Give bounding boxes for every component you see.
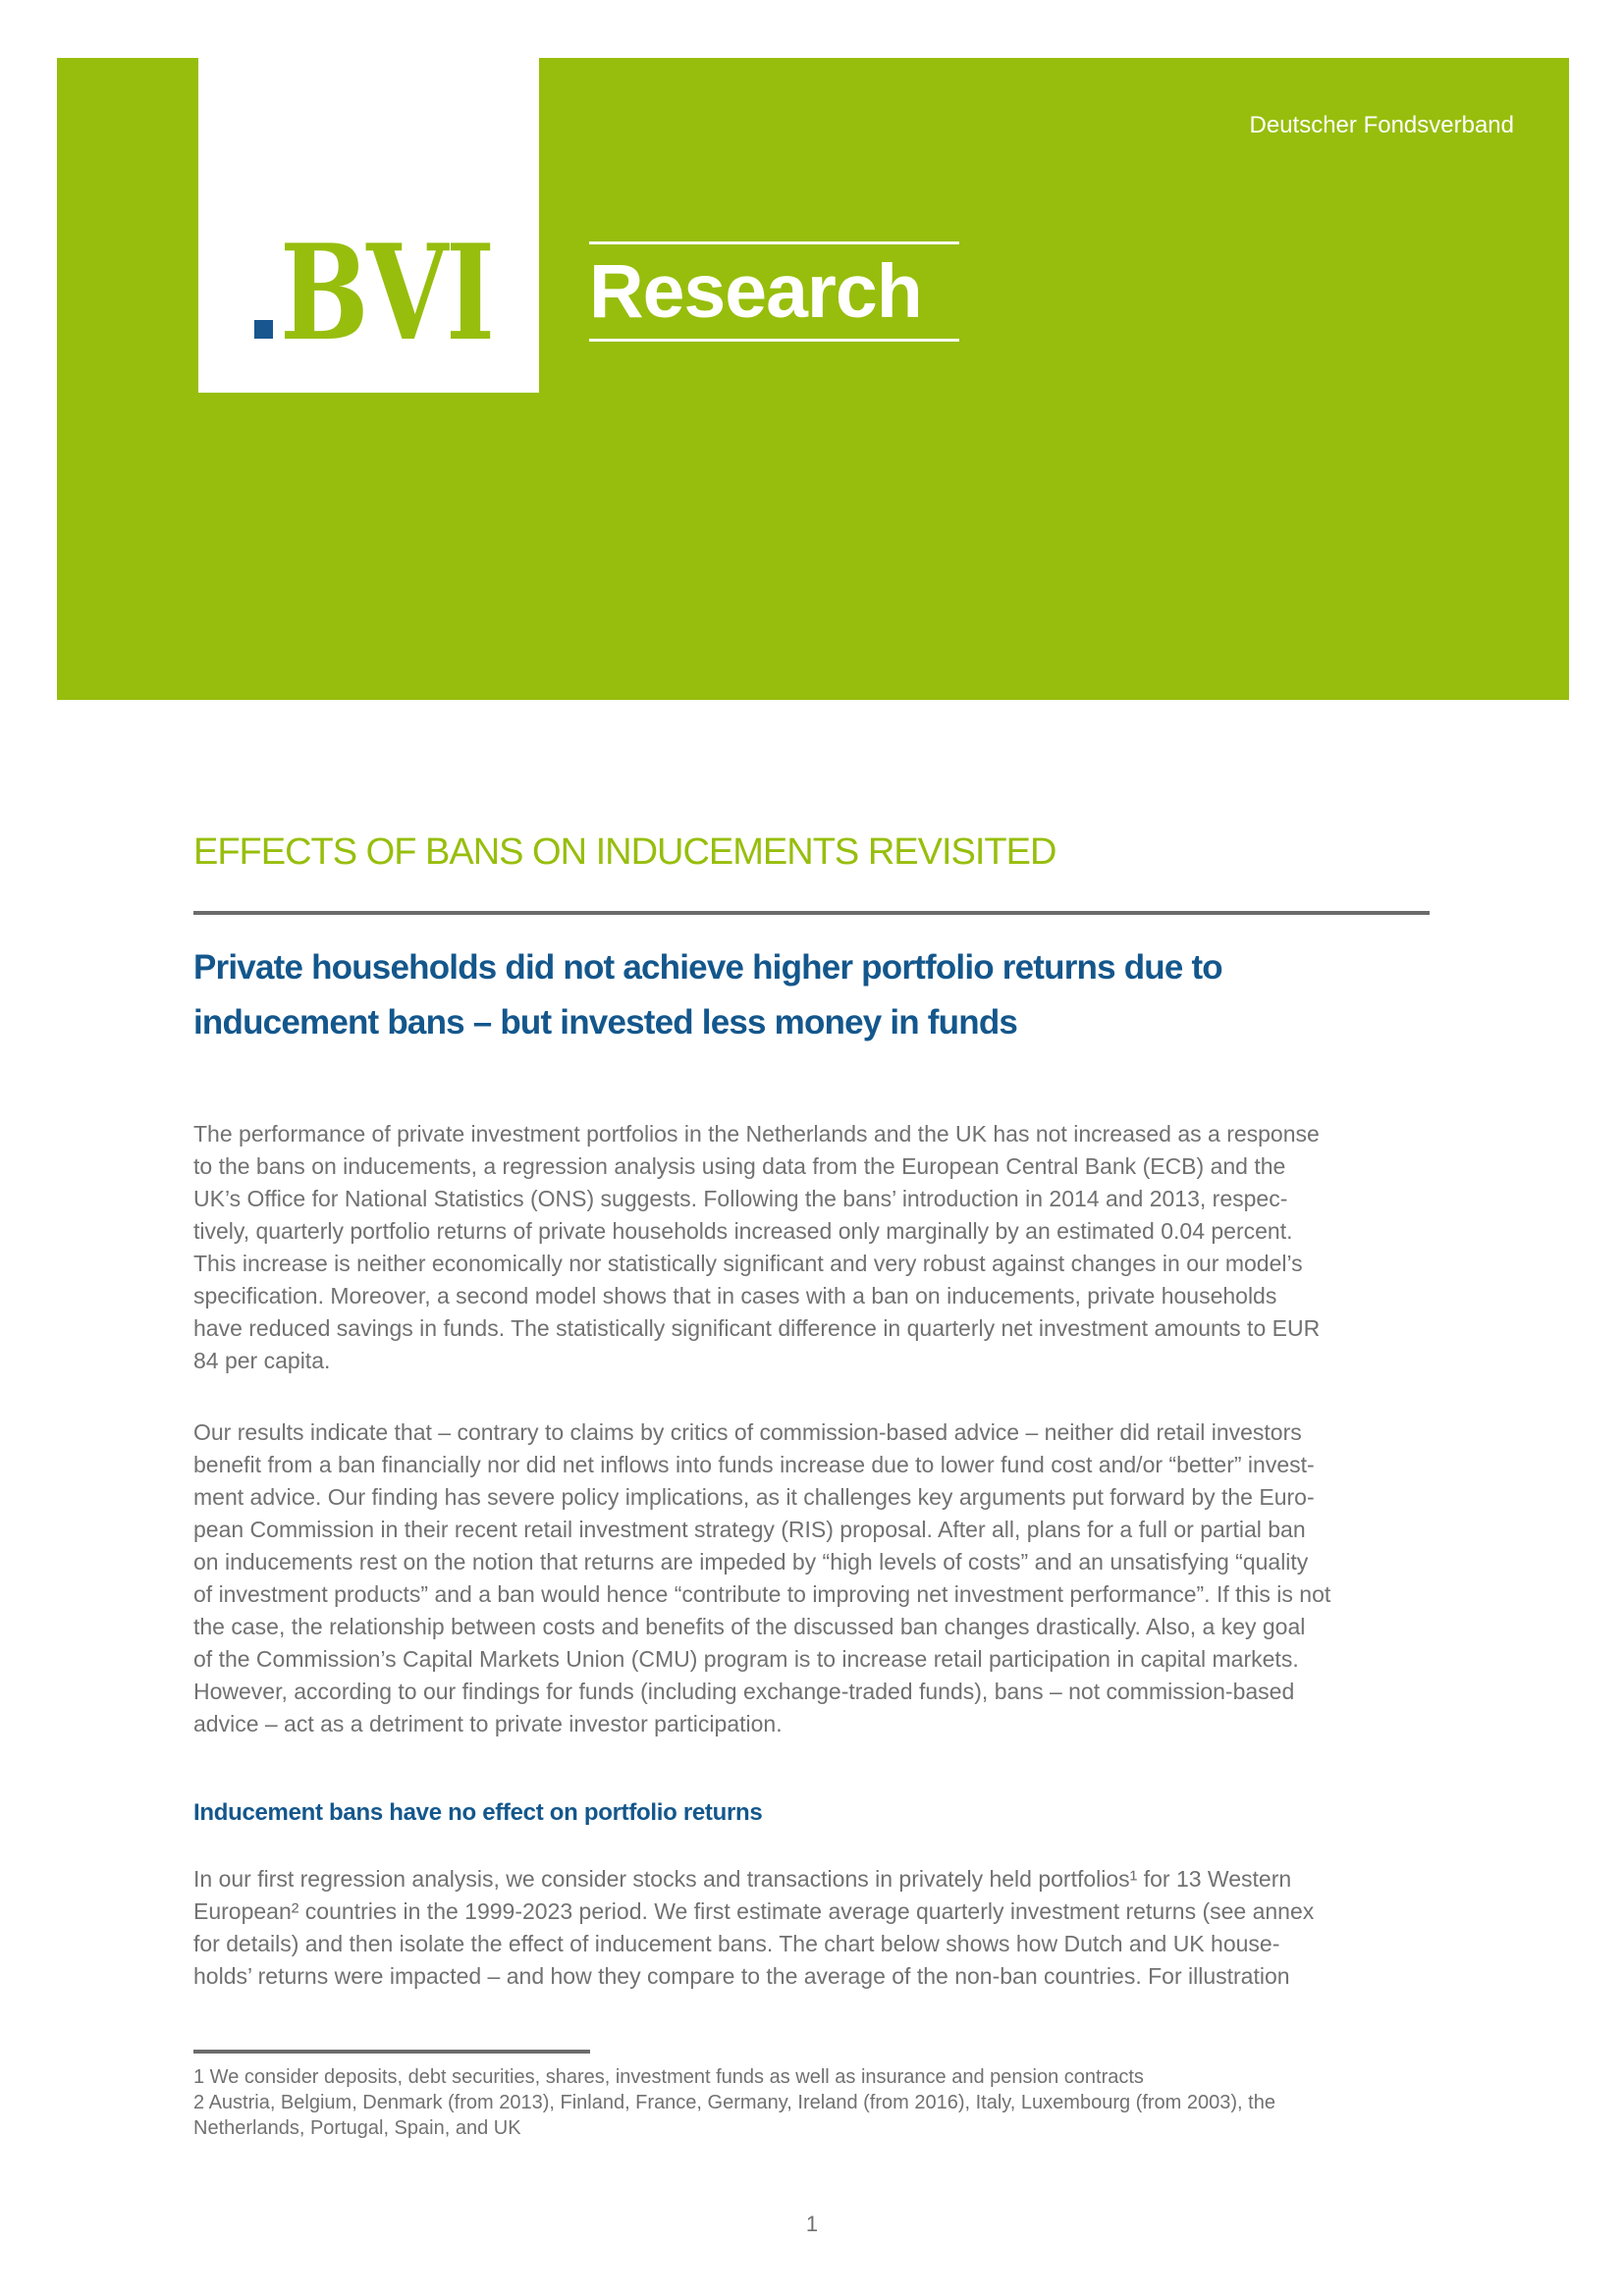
text-line: specification. Moreover, a second model shows that in cases with a ban on inducements, private households: [193, 1283, 1277, 1308]
text-line: The performance of private investment portfolios in the Netherlands and the UK has not increased as a response: [193, 1121, 1320, 1147]
text-line: 1 We consider deposits, debt securities, shares, investment funds as well as insurance and pension contracts: [193, 2066, 1144, 2088]
text-line: of the Commission’s Capital Markets Union (CMU) program is to increase retail participation in capital markets.: [193, 1646, 1299, 1672]
text-line: pean Commission in their recent retail investment strategy (RIS) proposal. After all, plans for a full or partial ban: [193, 1517, 1306, 1542]
paragraph-3: [193, 1863, 1433, 1993]
text-line: 2 Austria, Belgium, Denmark (from 2013), Finland, France, Germany, Ireland (from 2016), Italy, Luxembourg (from 2003), the: [193, 2092, 1275, 2113]
text-line: inducement bans – but invested less money in funds: [193, 1003, 1018, 1041]
text-line: on inducements rest on the notion that returns are impeded by “high levels of costs” and an unsatisfying “quality: [193, 1549, 1309, 1575]
research-banner-label: Research: [589, 248, 922, 334]
page-number: 1: [805, 2212, 819, 2236]
text-line: the case, the relationship between costs and benefits of the discussed ban changes drastically. Also, a key goal: [193, 1614, 1306, 1639]
paragraph-2: [193, 1416, 1433, 1740]
research-banner: [589, 241, 959, 342]
text-line: tively, quarterly portfolio returns of private households increased only marginally by an estimated 0.04 percent.: [193, 1218, 1293, 1244]
text-line: European² countries in the 1999-2023 period. We first estimate average quarterly investment returns (see annex: [193, 1898, 1315, 1924]
text-line: However, according to our findings for funds (including exchange-traded funds), bans – not commission-based: [193, 1679, 1295, 1704]
text-line: ment advice. Our finding has severe policy implications, as it challenges key arguments put forward by the Euro-: [193, 1484, 1315, 1510]
text-line: UK’s Office for National Statistics (ONS) suggests. Following the bans’ introduction in 2014 and 2013, respec-: [193, 1186, 1288, 1211]
kicker-title: EFFECTS OF BANS ON INDUCEMENTS REVISITED: [193, 831, 1056, 873]
logo-dot-icon: [254, 320, 273, 339]
text-line: have reduced savings in funds. The statistically significant difference in quarterly net investment amounts to EUR: [193, 1315, 1321, 1341]
section-heading: Inducement bans have no effect on portfolio returns: [193, 1799, 763, 1826]
text-line: for details) and then isolate the effect of inducement bans. The chart below shows how Dutch and UK house-: [193, 1931, 1280, 1956]
text-line: holds’ returns were impacted – and how they compare to the average of the non-ban countries. For illustration: [193, 1963, 1290, 1989]
brand-tagline: Deutscher Fondsverband: [1249, 112, 1514, 138]
text-line: Our results indicate that – contrary to claims by critics of commission-based advice – neither did retail investors: [193, 1419, 1302, 1445]
title-divider: [193, 911, 1430, 915]
paragraph-1: [193, 1118, 1433, 1377]
text-line: Private households did not achieve higher portfolio returns due to: [193, 948, 1222, 987]
text-line: This increase is neither economically nor statistically significant and very robust against changes in our model’s: [193, 1251, 1303, 1276]
footnotes: [193, 2064, 1433, 2141]
logo-text: BVI: [280, 215, 493, 370]
headline: [193, 940, 1222, 1050]
text-line: Netherlands, Portugal, Spain, and UK: [193, 2117, 521, 2139]
text-line: benefit from a ban financially nor did net inflows into funds increase due to lower fund cost and/or “better” invest-: [193, 1452, 1315, 1477]
text-line: to the bans on inducements, a regression analysis using data from the European Central Bank (ECB) and the: [193, 1153, 1286, 1179]
text-line: advice – act as a detriment to private investor participation.: [193, 1711, 783, 1736]
bvi-logo: [198, 58, 539, 393]
footnote-divider: [193, 2050, 590, 2054]
text-line: In our first regression analysis, we consider stocks and transactions in privately held portfolios¹ for 13 Western: [193, 1866, 1292, 1892]
text-line: 84 per capita.: [193, 1348, 331, 1373]
text-line: of investment products” and a ban would hence “contribute to improving net investment performance”. If this is not: [193, 1581, 1331, 1607]
